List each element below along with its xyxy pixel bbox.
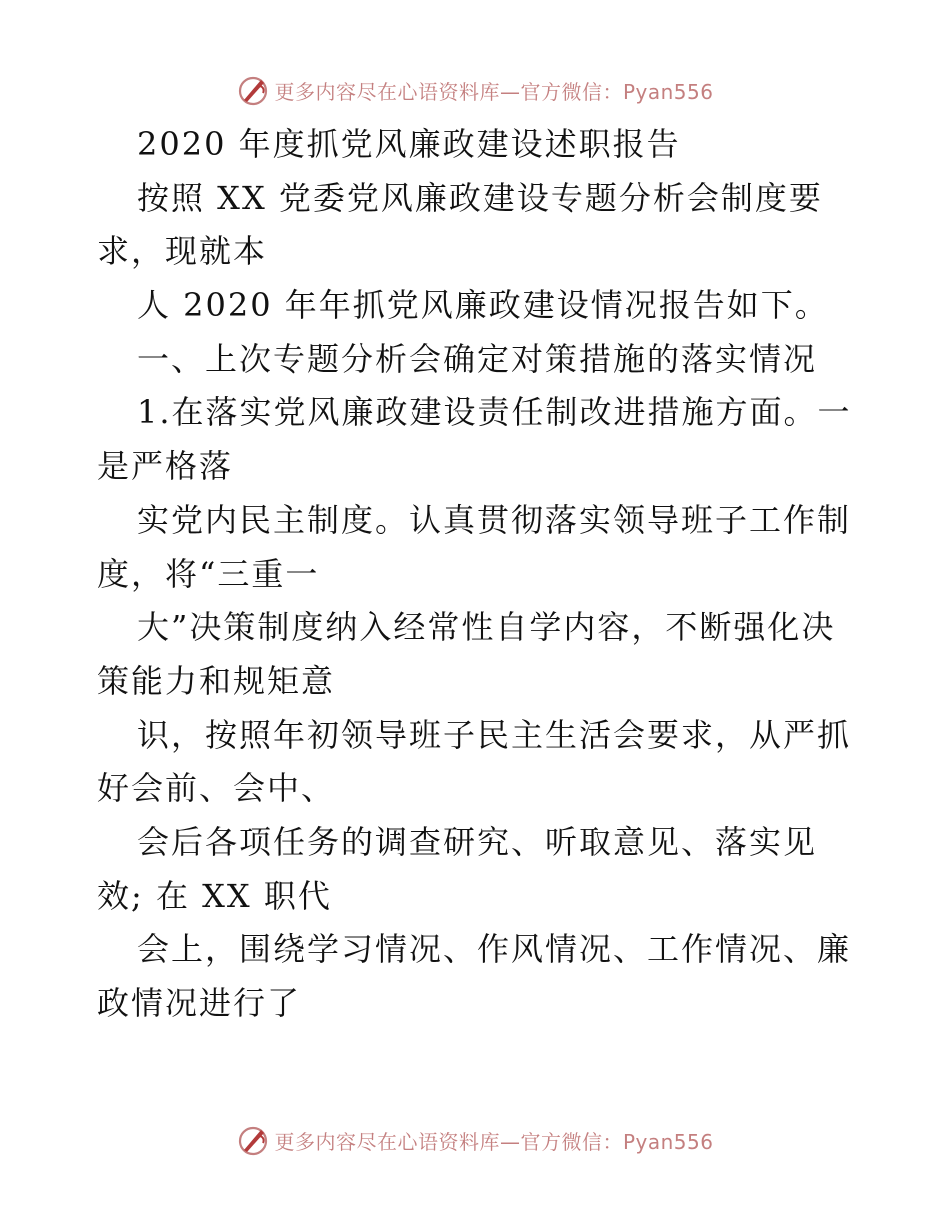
document-line: 效; 在 XX 职代 — [97, 876, 332, 915]
document-line: 按照 XX 党委党风廉政建设专题分析会制度要 — [137, 178, 823, 217]
document-line: 求，现就本 — [97, 232, 268, 271]
document-line: 是严格落 — [97, 447, 234, 486]
header-watermark — [0, 70, 950, 110]
document-line: 1.在落实党风廉政建设责任制改进措施方面。一 — [137, 393, 852, 432]
quill-pen-icon — [236, 73, 270, 107]
document-line: 2020 年度抓党风廉政建设述职报告 — [137, 125, 681, 163]
document-line: 识，按照年初领导班子民主生活会要求，从严抓 — [137, 715, 852, 754]
document-line: 会后各项任务的调查研究、听取意见、落实见 — [137, 822, 818, 861]
document-line: 实党内民主制度。认真贯彻落实领导班子工作制 — [137, 500, 852, 539]
document-line: 大”决策制度纳入经常性自学内容，不断强化决 — [137, 608, 836, 647]
quill-pen-icon — [236, 1123, 270, 1157]
document-line: 会上，围绕学习情况、作风情况、工作情况、廉 — [137, 930, 852, 969]
document-line: 人 2020 年年抓党风廉政建设情况报告如下。 — [137, 286, 829, 325]
watermark-text: 更多内容尽在心语资料库—官方微信：Pyan556 — [274, 1129, 714, 1154]
document-line: 一、上次专题分析会确定对策措施的落实情况 — [137, 339, 818, 378]
watermark-text: 更多内容尽在心语资料库—官方微信：Pyan556 — [274, 79, 714, 104]
document-body — [97, 118, 857, 1031]
footer-watermark — [0, 1120, 950, 1160]
document-line: 度，将“三重一 — [97, 554, 320, 593]
document-line: 好会前、会中、 — [97, 769, 336, 808]
document-line: 政情况进行了 — [97, 984, 302, 1022]
document-line: 策能力和规矩意 — [97, 661, 336, 700]
